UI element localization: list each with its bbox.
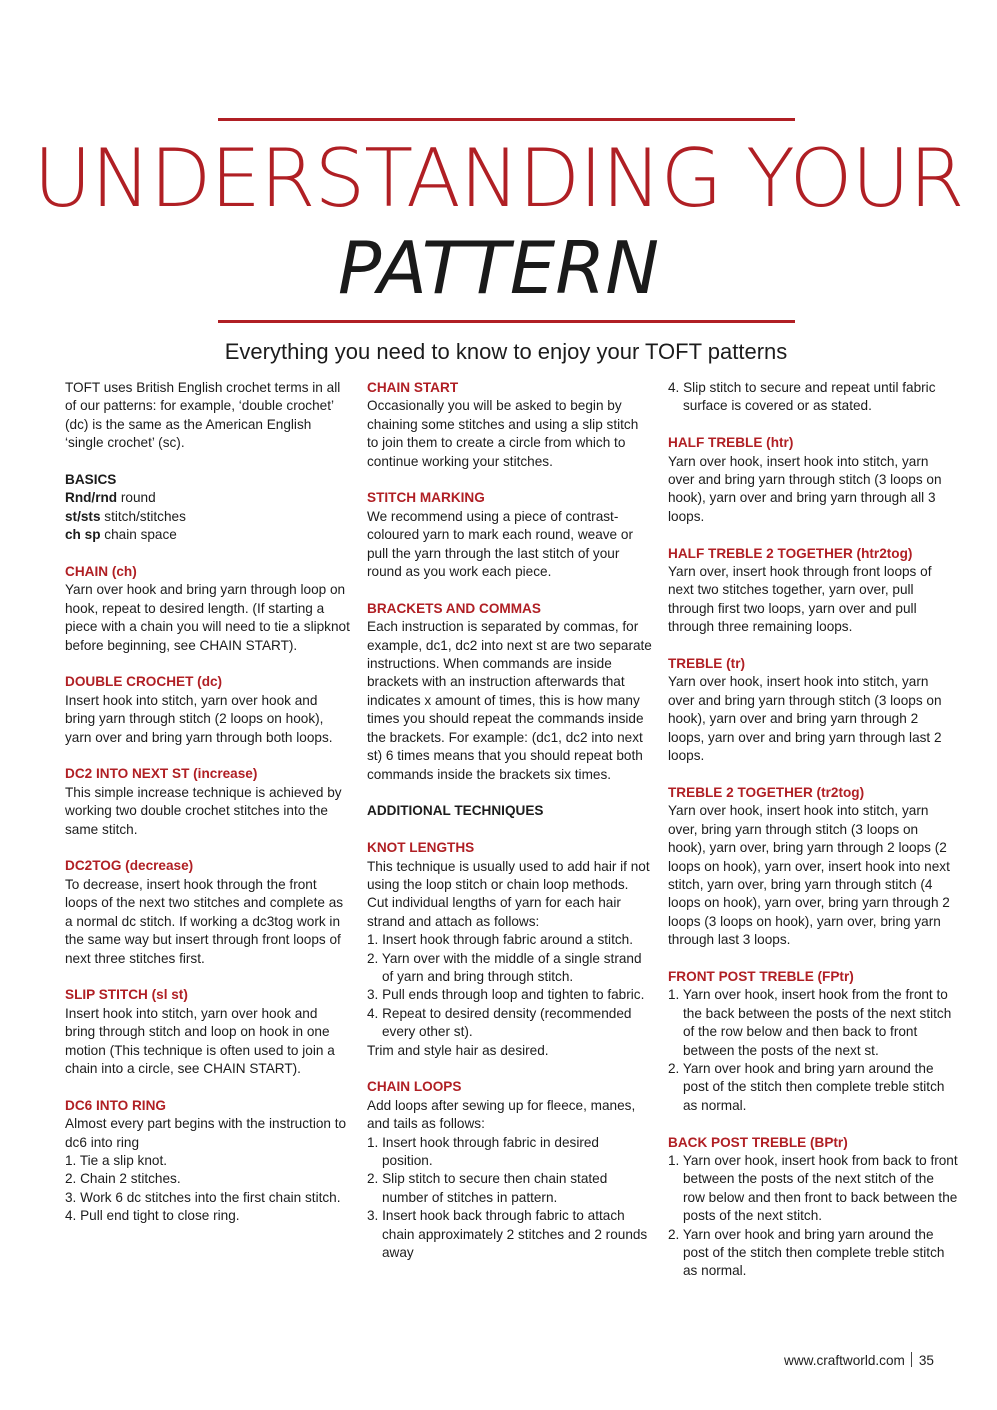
- list-item: 1. Yarn over hook, insert hook from the front to the back between the posts of the next stitch of the row below and then back to front between the posts of the next st.: [668, 987, 952, 1058]
- chain-loops-steps-continued: [668, 379, 958, 416]
- basics-meaning: stitch/stitches: [104, 508, 186, 524]
- stitch-marking-section: [367, 489, 652, 581]
- slip-stitch-section: [65, 986, 350, 1078]
- list-item: 4. Pull end tight to close ring.: [65, 1208, 240, 1224]
- treble-section: [668, 655, 958, 765]
- basics-meaning: chain space: [104, 527, 177, 543]
- list-item: 2. Yarn over with the middle of a single strand of yarn and bring through stitch.: [367, 950, 642, 984]
- column-2: [367, 379, 652, 1281]
- slip-stitch-body: Insert hook into stitch, yarn over hook and bring through stitch and loop on hook in one motion (This technique is often used to join a chain into a circle, see CHAIN START).: [65, 1005, 335, 1076]
- basics-item: [65, 526, 350, 544]
- list-item: 3. Insert hook back through fabric to attach chain approximately 2 stitches and 2 rounds away: [367, 1208, 648, 1261]
- additional-techniques-heading: ADDITIONAL TECHNIQUES: [367, 803, 544, 819]
- chain-section: [65, 563, 350, 655]
- intro-section: [65, 379, 350, 453]
- list-item: 1. Insert hook through fabric around a stitch.: [367, 932, 633, 948]
- chain-body: Yarn over hook and bring yarn through loop on hook, repeat to desired length. (If starting a piece with a chain you will need to tie a slipknot before beginning, see CHAIN START).: [65, 582, 350, 653]
- stitch-marking-body: We recommend using a piece of contrast-coloured yarn to mark each round, weave or pull the yarn through the last stitch of your round as you work each piece.: [367, 508, 633, 580]
- basics-heading: BASICS: [65, 472, 117, 488]
- chain-loops-section: [367, 1078, 652, 1262]
- basics-abbr: st/sts: [65, 508, 101, 524]
- stitch-marking-heading: STITCH MARKING: [367, 490, 485, 506]
- dc6-into-ring-section: [65, 1097, 350, 1226]
- bptr-section: [668, 1134, 958, 1281]
- dc2-into-next-st-body: This simple increase technique is achieved by working two double crochet stitches into the same stitch.: [65, 784, 342, 837]
- tr2tog-body: Yarn over hook, insert hook into stitch, yarn over, bring yarn through stitch (3 loops on hook), yarn over, bring yarn through 2 loops (2 loops on hook), yarn over, insert hook into next stitch, yarn over, bring yarn through stitch (4 loops on hook), yarn over, bring yarn through 2 loops (3 loops on hook), yarn over, bring yarn through last 3 loops.: [668, 803, 950, 948]
- htr2tog-body: Yarn over, insert hook through front loops of next two stitches together, yarn over, pull through first two loops, yarn over and pull through three remaining loops.: [668, 564, 932, 635]
- list-item: 1. Tie a slip knot.: [65, 1152, 168, 1168]
- list-item: 4. Repeat to desired density (recommended every other st).: [367, 1005, 632, 1040]
- fptr-section: [668, 968, 958, 1115]
- dc6-into-ring-body: Almost every part begins with the instruction to dc6 into ring: [65, 1116, 347, 1150]
- double-crochet-body: Insert hook into stitch, yarn over hook and bring yarn through stitch (2 loops on hook), yarn over and bring yarn through both loops.: [65, 692, 333, 745]
- chain-loops-continued: [668, 379, 958, 416]
- fptr-heading: FRONT POST TREBLE (FPtr): [668, 968, 854, 984]
- half-treble-section: [668, 434, 958, 526]
- list-item: 2. Yarn over hook and bring yarn around the post of the stitch then complete treble stitch as normal.: [668, 1060, 945, 1113]
- list-item: 3. Work 6 dc stitches into the first chain stitch.: [65, 1189, 341, 1205]
- page-title-line1: UNDERSTANDING YOUR: [33, 132, 964, 225]
- double-crochet-section: [65, 673, 350, 747]
- knot-lengths-after: Trim and style hair as desired.: [367, 1042, 549, 1058]
- brackets-commas-heading: BRACKETS AND COMMAS: [367, 600, 541, 616]
- half-treble-heading: HALF TREBLE (htr): [668, 435, 794, 451]
- knot-lengths-body: Cut individual lengths of yarn for each hair strand and attach as follows:: [367, 895, 621, 929]
- basics-item: [65, 508, 350, 526]
- list-item: 1. Yarn over hook, insert hook from back to front between the posts of the next stitch of the row below and then front to back between the posts of the next stitch.: [668, 1152, 958, 1224]
- basics-section: [65, 471, 350, 545]
- list-item: 1. Insert hook through fabric in desired position.: [367, 1134, 599, 1168]
- list-item: 2. Chain 2 stitches.: [65, 1171, 181, 1187]
- dc6-into-ring-steps: [65, 1152, 350, 1226]
- list-item: 4. Slip stitch to secure and repeat until fabric surface is covered or as stated.: [668, 380, 936, 414]
- intro-text: TOFT uses British English crochet terms in all of our patterns: for example, ‘double crochet’ (dc) is the same as the American English ‘single crochet’ (sc).: [65, 380, 341, 451]
- chain-loops-heading: CHAIN LOOPS: [367, 1079, 462, 1095]
- chain-start-body: Occasionally you will be asked to begin by chaining some stitches and using a slip stitch to join them to create a circle from which to continue working your stitches.: [367, 398, 639, 469]
- knot-lengths-heading: KNOT LENGTHS: [367, 840, 475, 856]
- top-divider: [218, 118, 795, 121]
- list-item: 2. Yarn over hook and bring yarn around the post of the stitch then complete treble stitch as normal.: [668, 1226, 945, 1279]
- basics-abbr: Rnd/rnd: [65, 490, 118, 506]
- dc6-into-ring-heading: DC6 INTO RING: [65, 1097, 166, 1113]
- brackets-commas-body: Each instruction is separated by commas, for example, dc1, dc2 into next st are two separate instructions. When commands are inside brackets with an instruction afterwards that indicates x amount of times, this is how many times you should repeat the commands inside the brackets. For example: (dc1, dc2 into next st) 6 times means that you should repeat both commands inside the brackets six times.: [367, 619, 652, 782]
- chain-heading: CHAIN (ch): [65, 564, 137, 580]
- chain-start-section: [367, 379, 652, 471]
- htr2tog-section: [668, 545, 958, 637]
- treble-heading: TREBLE (tr): [668, 656, 746, 672]
- htr2tog-heading: HALF TREBLE 2 TOGETHER (htr2tog): [668, 545, 913, 561]
- dc2tog-heading: DC2TOG (decrease): [65, 858, 194, 874]
- tr2tog-heading: TREBLE 2 TOGETHER (tr2tog): [668, 784, 865, 800]
- basics-meaning: round: [120, 490, 156, 506]
- list-item: 3. Pull ends through loop and tighten to fabric.: [367, 987, 645, 1003]
- chain-loops-body: Add loops after sewing up for fleece, manes, and tails as follows:: [367, 1097, 636, 1132]
- fptr-steps: [668, 986, 958, 1115]
- slip-stitch-heading: SLIP STITCH (sl st): [65, 987, 188, 1003]
- bptr-steps: [668, 1152, 958, 1281]
- half-treble-body: Yarn over hook, insert hook into stitch, yarn over and bring yarn through stitch (3 loops on hook), yarn over and bring yarn through all 3 loops.: [668, 453, 942, 524]
- tr2tog-section: [668, 784, 958, 950]
- bptr-heading: BACK POST TREBLE (BPtr): [668, 1134, 848, 1150]
- additional-techniques-section: [367, 802, 652, 820]
- chain-start-heading: CHAIN START: [367, 380, 459, 395]
- brackets-commas-section: [367, 600, 652, 784]
- page-subtitle: Everything you need to know to enjoy your TOFT patterns: [224, 339, 788, 364]
- column-1: [65, 379, 350, 1244]
- treble-body: Yarn over hook, insert hook into stitch, yarn over and bring yarn through stitch (3 loops on hook), yarn over and bring yarn through 2 loops, yarn over and bring yarn through last 2 loops.: [668, 674, 942, 764]
- basics-item: [65, 489, 350, 507]
- knot-lengths-section: [367, 839, 652, 1060]
- basics-abbr: ch sp: [65, 527, 101, 543]
- column-3: [668, 379, 958, 1299]
- double-crochet-heading: DOUBLE CROCHET (dc): [65, 674, 223, 690]
- page-title-line2: PATTERN: [337, 226, 660, 310]
- bottom-divider: [218, 320, 795, 323]
- dc2-into-next-st-heading: DC2 INTO NEXT ST (increase): [65, 766, 258, 782]
- footer-url: www.craftworld.com: [784, 1353, 905, 1368]
- list-item: 2. Slip stitch to secure then chain stated number of stitches in pattern.: [367, 1171, 608, 1205]
- dc2tog-section: [65, 857, 350, 967]
- chain-loops-steps: [367, 1134, 652, 1263]
- page-number: 35: [918, 1353, 934, 1368]
- dc2-into-next-st-section: [65, 765, 350, 839]
- dc2tog-body: To decrease, insert hook through the front loops of the next two stitches and complete as a normal dc stitch. If working a dc3tog work in the same way but insert through front loops of next three stitches first.: [65, 876, 344, 966]
- page-footer: [784, 1352, 934, 1370]
- footer-separator: [911, 1352, 912, 1367]
- knot-lengths-body: This technique is usually used to add hair if not using the loop stitch or chain loop methods.: [367, 858, 650, 892]
- knot-lengths-steps: [367, 931, 652, 1041]
